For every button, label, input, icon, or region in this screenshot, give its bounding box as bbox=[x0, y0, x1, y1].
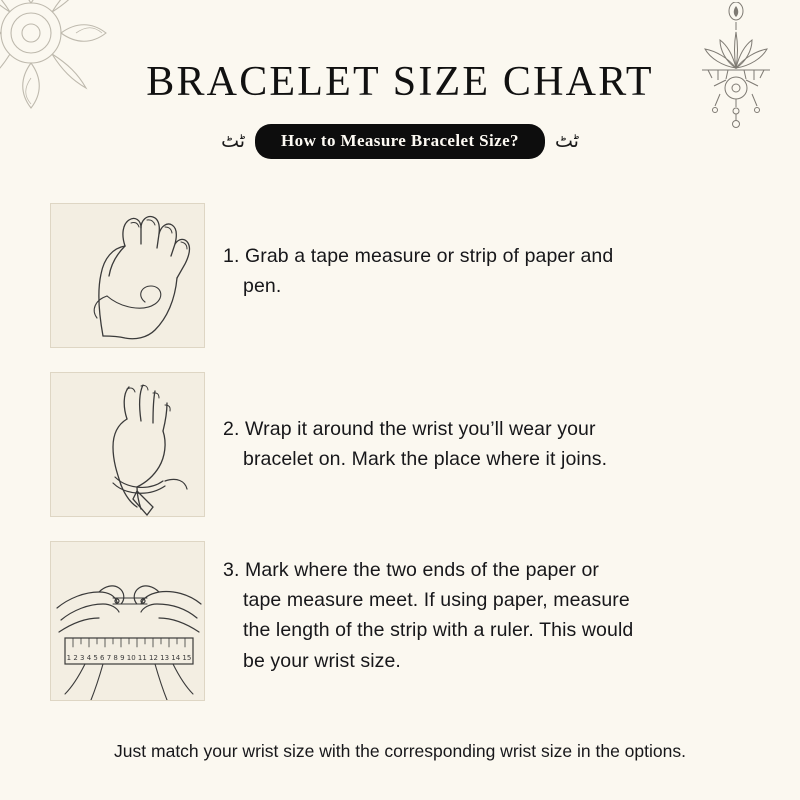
swirl-left-icon: ٹٹ bbox=[221, 130, 246, 152]
step-1-line1: Grab a tape measure or strip of paper and bbox=[245, 245, 614, 267]
hand-fist-with-tape-illustration bbox=[50, 203, 205, 348]
subtitle-badge: How to Measure Bracelet Size? bbox=[255, 124, 545, 159]
step-3-line3: the length of the strip with a ruler. This would bbox=[243, 619, 634, 642]
list-item bbox=[50, 372, 760, 517]
step-3-line4: be your wrist size. bbox=[243, 649, 401, 672]
step-2-text bbox=[223, 372, 607, 474]
step-2-line1: Wrap it around the wrist you’ll wear your bbox=[245, 418, 596, 440]
hands-measuring-paper-strip-with-ruler-illustration bbox=[50, 541, 205, 701]
step-1-text bbox=[223, 203, 613, 301]
steps-list bbox=[50, 203, 760, 725]
step-1-number: 1. bbox=[223, 245, 240, 267]
swirl-right-icon: ٹٹ bbox=[554, 130, 579, 152]
step-1-line2: pen. bbox=[243, 275, 282, 298]
ruler-tick-labels: 1 2 3 4 5 6 7 8 9 10 11 12 13 14 15 bbox=[66, 654, 192, 662]
hand-wrapping-tape-around-wrist-illustration bbox=[50, 372, 205, 517]
subtitle-row bbox=[0, 124, 800, 159]
page-title: BRACELET SIZE CHART bbox=[146, 59, 654, 105]
step-3-line2: tape measure meet. If using paper, measure bbox=[243, 589, 630, 612]
step-3-line1: Mark where the two ends of the paper or bbox=[245, 559, 600, 581]
step-3-number: 3. bbox=[223, 559, 240, 581]
step-3-text bbox=[223, 541, 633, 676]
footer-note: Just match your wrist size with the corresponding wrist size in the options. bbox=[114, 741, 686, 761]
step-2-number: 2. bbox=[223, 418, 240, 440]
list-item bbox=[50, 203, 760, 348]
step-2-line2: bracelet on. Mark the place where it joins. bbox=[243, 448, 608, 471]
list-item bbox=[50, 541, 760, 701]
